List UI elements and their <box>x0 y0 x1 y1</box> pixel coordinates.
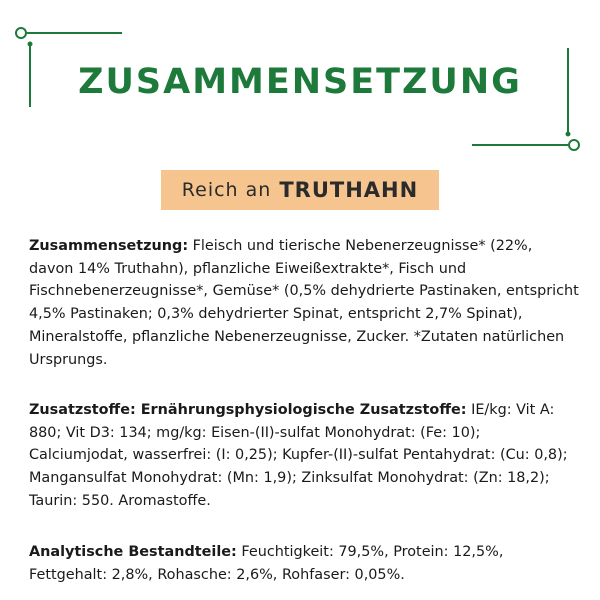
badge-prefix: Reich an <box>181 179 272 201</box>
page-title: ZUSAMMENSETZUNG <box>78 62 522 102</box>
additives-label: Zusatzstoffe: Ernährungsphysiologische Zusatzstoffe: <box>29 402 467 418</box>
additives-text: IE/kg: Vit A: 880; Vit D3: 134; mg/kg: Eisen-(II)-sulfat Monohydrat: (Fe: 10); Calciumjodat, wasserfrei: (I: 0,25); Kupfer-(II)-sulfat Pentahydrat: (Cu: 0,8); Mangansulfat Monohydrat: (Mn: 1,9); Zinksulfat Monohydrat: (Zn: 18,2); Taurin: 550. Aromastoffe. <box>29 402 568 509</box>
analytical-text: Feuchtigkeit: 79,5%, Protein: 12,5%, Fettgehalt: 2,8%, Rohasche: 2,6%, Rohfaser: 0,05%. <box>29 544 504 583</box>
highlight-badge <box>161 170 439 210</box>
composition-text: Fleisch und tierische Nebenerzeugnisse* (22%, davon 14% Truthahn), pflanzliche Eiweißextrakte*, Fisch und Fischnebenerzeugnisse*, Gemüse* (0,5% dehydrierte Pastinaken, entspricht 4,5% Pastinaken; 0,3% dehydrierter Spinat, entspricht 2,7% Spinat), Mineralstoffe, pflanzliche Nebenerzeugnisse, Zucker. *Zutaten natürlichen Ursprungs. <box>29 238 579 368</box>
analytical-label: Analytische Bestandteile: <box>29 544 237 560</box>
composition-section <box>29 235 579 371</box>
badge-highlight: TRUTHAHN <box>279 178 419 202</box>
analytical-section <box>29 541 579 586</box>
additives-section <box>29 399 579 513</box>
composition-label: Zusammensetzung: <box>29 238 189 254</box>
